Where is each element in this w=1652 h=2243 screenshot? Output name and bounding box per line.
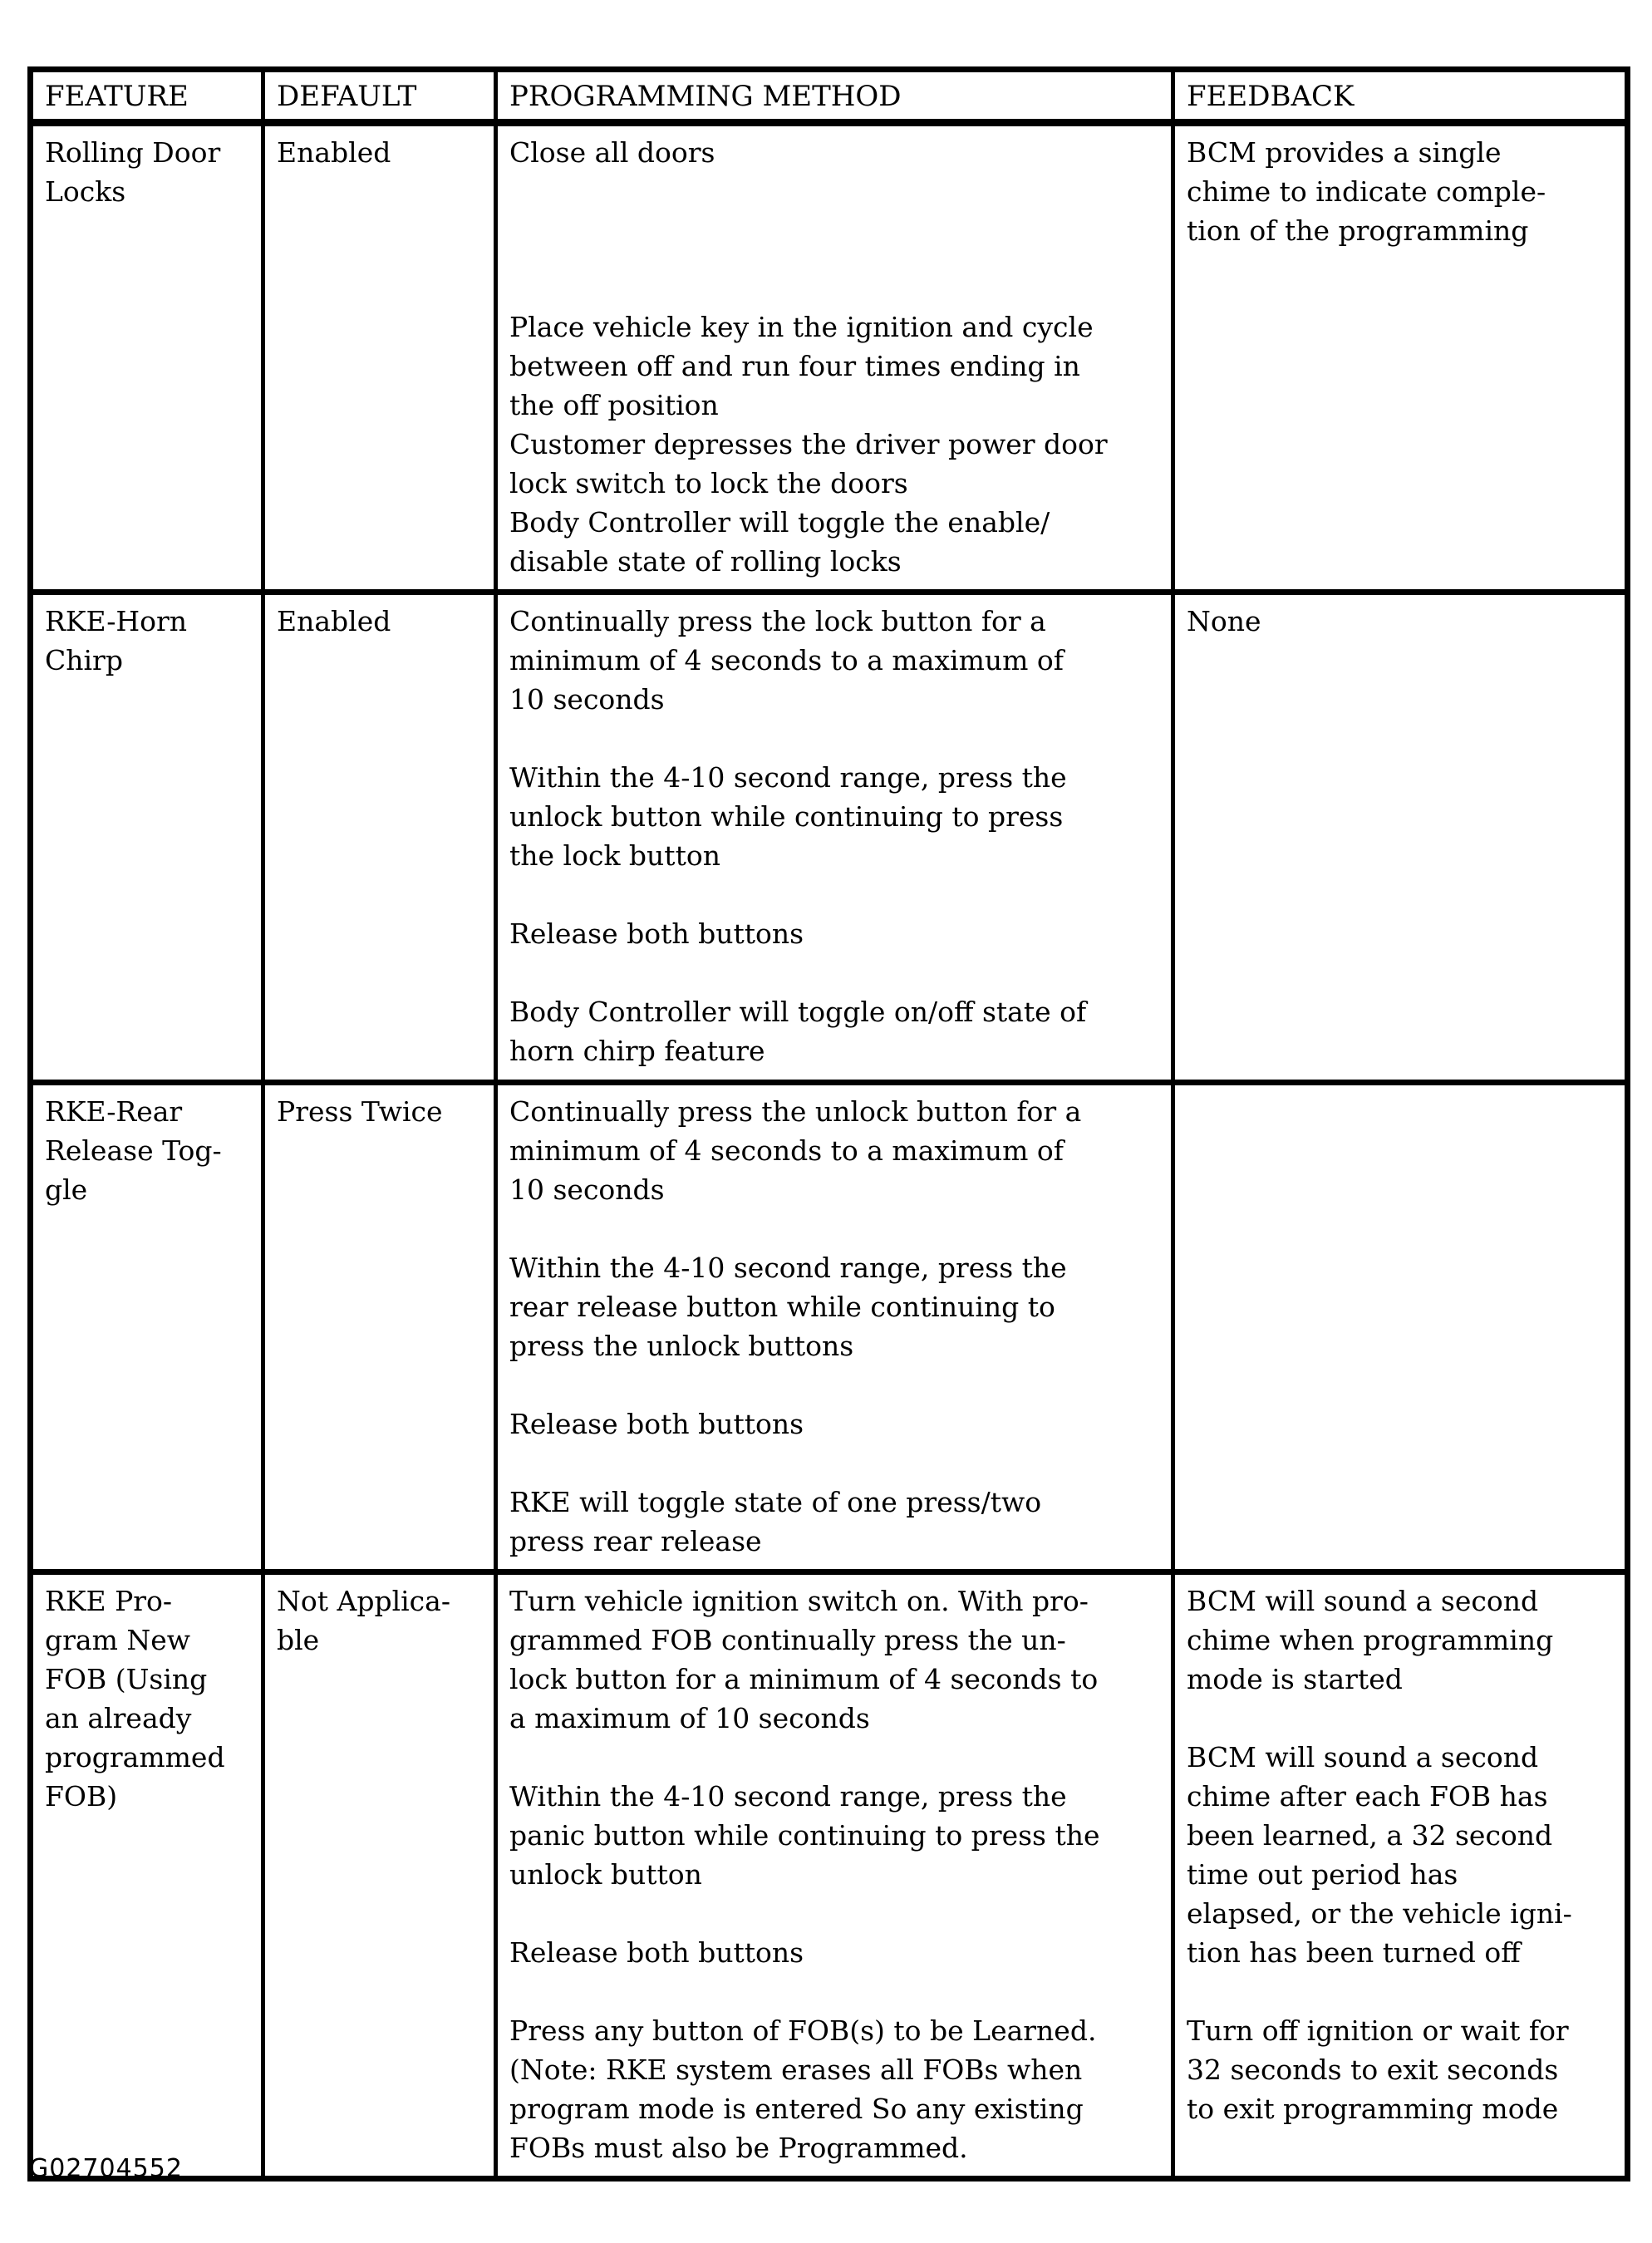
default-cell (263, 1572, 496, 2179)
paragraph: Enabled (277, 136, 391, 169)
paragraph: Release both buttons (509, 1408, 804, 1440)
programming-method-cell (496, 1572, 1173, 2179)
paragraph: RKE Pro- gram New FOB (Using an already programmed FOB) (45, 1585, 225, 1813)
default-cell (263, 123, 496, 593)
paragraph: RKE-Rear Release Tog- gle (45, 1095, 222, 1206)
row-rke-rear-release-toggle (31, 1083, 1628, 1572)
paragraph: None (1187, 605, 1261, 637)
header-row (31, 70, 1628, 123)
paragraph: Continually press the lock button for a minimum of 4 seconds to a maximum of 10 seconds (509, 605, 1064, 716)
paragraph: BCM will sound a second chime after each FOB has been learned, a 32 second time out period has elapsed, or the vehicle igni- tion has been turned off (1187, 1741, 1572, 1969)
paragraph: Turn off ignition or wait for 32 seconds to exit seconds to exit programming mode (1187, 2014, 1569, 2125)
feature-programming-table (27, 66, 1630, 2182)
paragraph: Enabled (277, 605, 391, 637)
feature-cell (31, 593, 263, 1083)
row-rke-program-new-fob (31, 1572, 1628, 2179)
paragraph: Within the 4-10 second range, press the rear release button while continuing to press the unlock buttons (509, 1252, 1067, 1362)
programming-method-cell (496, 593, 1173, 1083)
feedback-cell (1173, 123, 1628, 593)
figure-id-label: G02704552 (29, 2154, 183, 2183)
col-header-feature: FEATURE (31, 70, 263, 123)
paragraph: BCM provides a single chime to indicate comple- tion of the programming (1187, 136, 1546, 247)
paragraph: Press Twice (277, 1095, 443, 1128)
col-header-programming-method: PROGRAMMING METHOD (496, 70, 1173, 123)
paragraph: Release both buttons (509, 1936, 804, 1969)
col-header-feedback: FEEDBACK (1173, 70, 1628, 123)
feedback-cell (1173, 1572, 1628, 2179)
paragraph: Rolling Door Locks (45, 136, 221, 208)
col-header-default: DEFAULT (263, 70, 496, 123)
default-cell (263, 593, 496, 1083)
feature-cell (31, 1572, 263, 2179)
paragraph: Not Applica- ble (277, 1585, 450, 1656)
paragraph: RKE-Horn Chirp (45, 605, 188, 676)
paragraph: Place vehicle key in the ignition and cycle between off and run four times ending in the off position Customer depresses the driver power door lock switch to lock the doors Body Controller will toggle the enable/ disable state of rolling locks (509, 311, 1108, 578)
paragraph: Within the 4-10 second range, press the panic button while continuing to press the unlock button (509, 1780, 1100, 1891)
programming-method-cell (496, 123, 1173, 593)
paragraph: Press any button of FOB(s) to be Learned. (Note: RKE system erases all FOBs when program mode is entered So any existing FOBs must also be Programmed. (509, 2014, 1097, 2164)
feature-cell (31, 123, 263, 593)
paragraph: Continually press the unlock button for a minimum of 4 seconds to a maximum of 10 seconds (509, 1095, 1082, 1206)
row-rolling-door-locks (31, 123, 1628, 593)
paragraph: Turn vehicle ignition switch on. With pro- grammed FOB continually press the un- lock button for a minimum of 4 seconds to a maximum of 10 seconds (509, 1585, 1099, 1734)
paragraph: Release both buttons (509, 917, 804, 950)
feedback-cell-empty (1173, 1083, 1628, 1572)
paragraph: Body Controller will toggle on/off state of horn chirp feature (509, 996, 1087, 1067)
paragraph: BCM will sound a second chime when programming mode is started (1187, 1585, 1554, 1695)
feature-cell (31, 1083, 263, 1572)
paragraph: RKE will toggle state of one press/two press rear release (509, 1486, 1042, 1557)
row-rke-horn-chirp (31, 593, 1628, 1083)
default-cell (263, 1083, 496, 1572)
feedback-cell (1173, 593, 1628, 1083)
programming-method-cell (496, 1083, 1173, 1572)
paragraph: Close all doors (509, 136, 715, 169)
paragraph: Within the 4-10 second range, press the unlock button while continuing to press the lock button (509, 761, 1067, 872)
